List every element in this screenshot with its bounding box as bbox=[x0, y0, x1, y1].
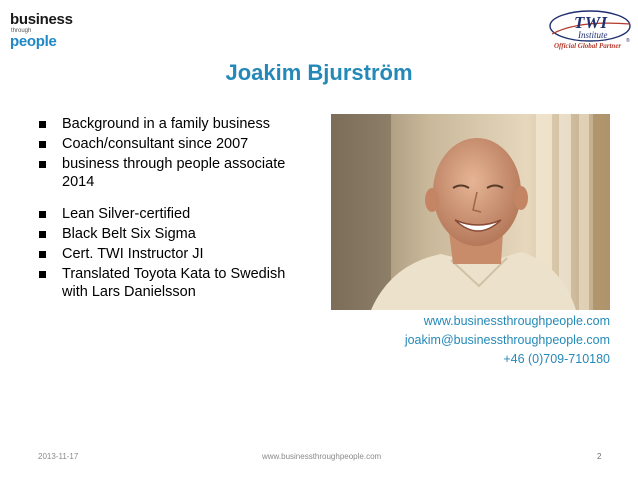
bullet-item bbox=[38, 266, 308, 301]
contact-info bbox=[310, 312, 610, 369]
bullet-text: business through people associate 2014 bbox=[62, 156, 286, 190]
footer-date: 2013-11-17 bbox=[38, 452, 79, 461]
bullet-square-icon bbox=[39, 211, 46, 218]
company-logo bbox=[10, 12, 80, 49]
bullet-item bbox=[38, 206, 308, 224]
logo-word-people: people bbox=[10, 33, 57, 50]
website-link[interactable]: www.businessthroughpeople.com bbox=[423, 314, 610, 328]
bullet-square-icon bbox=[39, 271, 46, 278]
portrait-image bbox=[331, 114, 610, 310]
slide-title: Joakim Bjurström bbox=[225, 60, 413, 85]
bullet-square-icon bbox=[39, 251, 46, 258]
twi-partner-logo bbox=[548, 8, 632, 52]
bullet-item bbox=[38, 246, 308, 264]
bullet-square-icon bbox=[39, 141, 46, 148]
bullet-list bbox=[38, 116, 308, 304]
twi-institute-label: Institute bbox=[578, 30, 608, 40]
phone-number: +46 (0)709-710180 bbox=[503, 352, 610, 366]
bullet-item bbox=[38, 226, 308, 244]
email-link[interactable]: joakim@businessthroughpeople.com bbox=[404, 333, 610, 347]
bullet-item bbox=[38, 156, 308, 191]
logo-word-business: business bbox=[10, 11, 73, 28]
bullet-text: Translated Toyota Kata to Swedish with Lars Danielsson bbox=[62, 266, 286, 300]
bullet-square-icon bbox=[39, 231, 46, 238]
bullet-square-icon bbox=[39, 161, 46, 168]
twi-name: TWI bbox=[574, 13, 608, 32]
bullet-text: Background in a family business bbox=[62, 116, 270, 132]
bullet-square-icon bbox=[39, 121, 46, 128]
portrait-photo bbox=[331, 114, 610, 310]
bullet-item bbox=[38, 116, 308, 134]
bullet-text: Coach/consultant since 2007 bbox=[62, 136, 249, 152]
bullet-text: Lean Silver-certified bbox=[62, 206, 191, 222]
twi-partner-tagline: Official Global Partner bbox=[554, 42, 622, 50]
bullet-text: Cert. TWI Instructor JI bbox=[62, 246, 204, 262]
registered-mark: ® bbox=[626, 38, 630, 44]
bullet-text: Black Belt Six Sigma bbox=[62, 226, 196, 242]
bullet-item bbox=[38, 136, 308, 154]
page-number: 2 bbox=[597, 452, 602, 461]
logo-word-through: through bbox=[11, 28, 32, 34]
footer-url: www.businessthroughpeople.com bbox=[262, 452, 382, 461]
